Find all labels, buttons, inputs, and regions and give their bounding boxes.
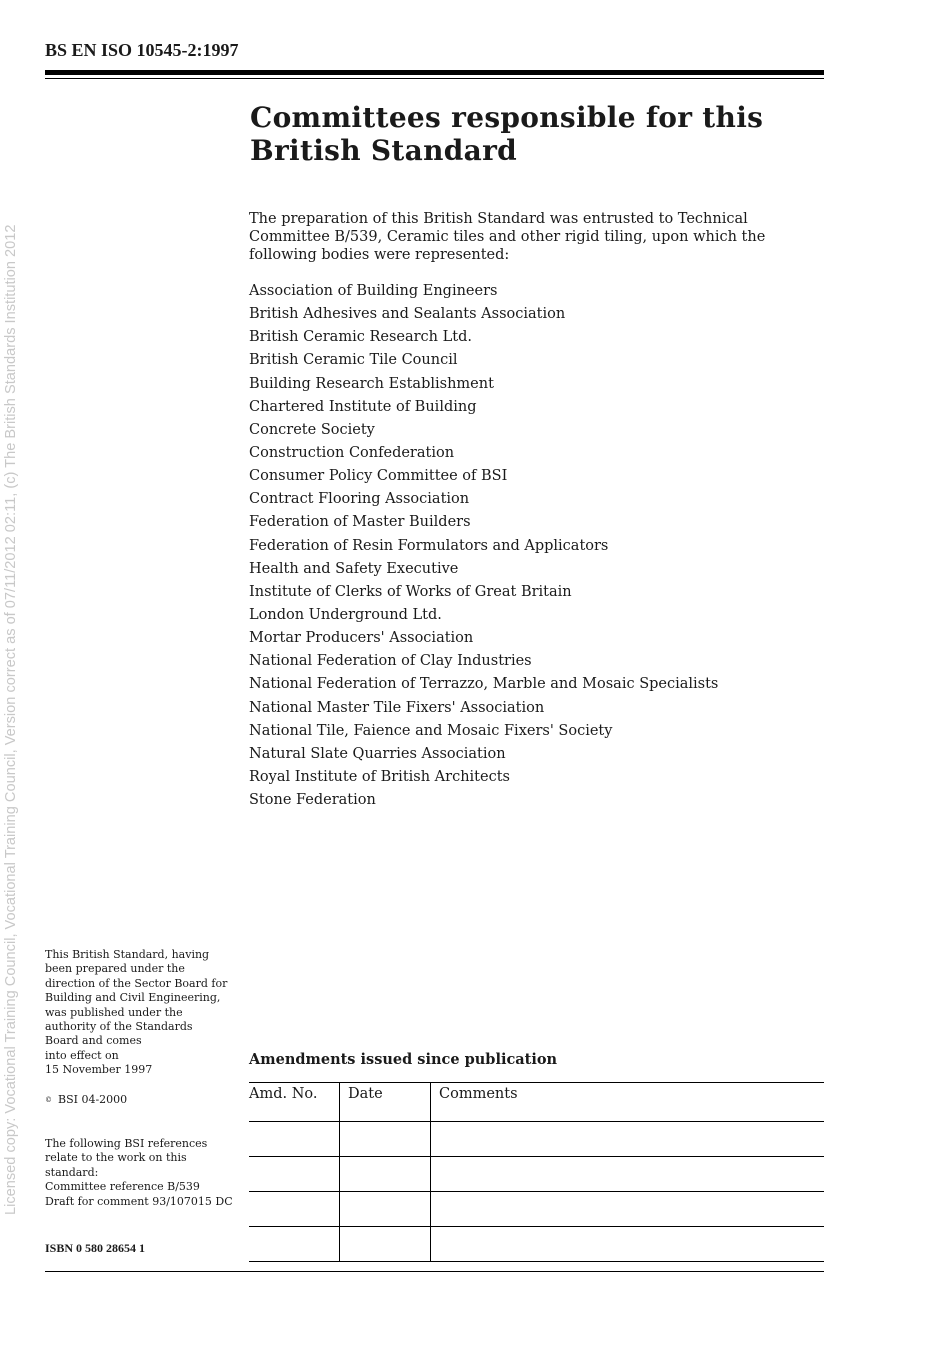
body-item: Health and Safety Executive	[249, 560, 459, 577]
reference-line: Draft for comment 93/107015 DC	[45, 1194, 233, 1208]
header-rule-thin	[45, 78, 824, 79]
table-row	[249, 1192, 824, 1227]
reference-line: Committee reference B/539	[45, 1180, 200, 1194]
footer-rule	[45, 1271, 824, 1272]
body-item: Institute of Clerks of Works of Great Britain	[249, 583, 572, 600]
copyright-symbol: ©	[45, 1096, 52, 1104]
date-cell	[340, 1192, 431, 1227]
body-item: Consumer Policy Committee of BSI	[249, 468, 508, 485]
table-row	[249, 1122, 824, 1157]
date-cell	[340, 1227, 431, 1262]
publication-note	[45, 948, 245, 1078]
header-rule-thick	[45, 70, 824, 75]
body-item: Federation of Resin Formulators and Applicators	[249, 537, 609, 554]
body-item: National Federation of Terrazzo, Marble and Mosaic Specialists	[249, 676, 719, 693]
body-item: British Ceramic Tile Council	[249, 352, 458, 369]
comments-cell	[431, 1227, 825, 1262]
body-item: Association of Building Engineers	[249, 283, 498, 299]
title-line-1: Committees responsible for this	[250, 101, 764, 134]
note-line: 15 November 1997	[45, 1063, 153, 1077]
copyright-text: BSI 04-2000	[58, 1093, 128, 1106]
table-row	[249, 1157, 824, 1192]
body-item: Concrete Society	[249, 421, 375, 438]
amd-no-cell	[249, 1192, 340, 1227]
note-line: Building and Civil Engineering,	[45, 991, 221, 1005]
note-line: been prepared under the	[45, 962, 185, 976]
represented-bodies-list	[249, 281, 718, 813]
column-header-date: Date	[340, 1083, 431, 1122]
body-item: Royal Institute of British Architects	[249, 768, 510, 785]
amendments-header-row	[249, 1083, 824, 1122]
note-line: authority of the Standards	[45, 1020, 193, 1034]
reference-line: The following BSI references	[45, 1137, 208, 1150]
note-line: This British Standard, having	[45, 948, 210, 961]
amendments-heading: Amendments issued since publication	[249, 1051, 558, 1068]
note-line: Board and comes	[45, 1034, 142, 1048]
title-line-2: British Standard	[250, 134, 517, 167]
intro-paragraph: The preparation of this British Standard was entrusted to Technical Committee B/539, Ceramic tiles and other rigid tiling, upon which the following bodies were represented:	[249, 211, 766, 263]
body-item: Chartered Institute of Building	[249, 398, 477, 415]
note-line: was published under the	[45, 1005, 183, 1019]
license-watermark: Licensed copy: Vocational Training Council, Vocational Training Council, Version correct as of 07/11/2012 02:11, (c) The British Standards Institution 2012	[3, 224, 19, 1215]
comments-cell	[431, 1192, 825, 1227]
copyright-notice	[45, 1093, 245, 1107]
amd-no-cell	[249, 1157, 340, 1192]
amd-no-cell	[249, 1122, 340, 1157]
reference-line: standard:	[45, 1165, 99, 1179]
document-id: BS EN ISO 10545-2:1997	[45, 40, 239, 60]
body-item: British Adhesives and Sealants Association	[249, 306, 566, 323]
body-item: National Master Tile Fixers' Association	[249, 699, 545, 716]
isbn: ISBN 0 580 28654 1	[45, 1241, 146, 1255]
note-line: into effect on	[45, 1048, 119, 1062]
column-header-amd-no: Amd. No.	[249, 1083, 340, 1122]
amendments-table	[249, 1082, 824, 1262]
body-item: National Federation of Clay Industries	[249, 653, 532, 670]
body-item: Stone Federation	[249, 792, 376, 809]
column-header-comments: Comments	[431, 1083, 825, 1122]
amd-no-cell	[249, 1227, 340, 1262]
body-item: London Underground Ltd.	[249, 606, 442, 623]
reference-line: relate to the work on this	[45, 1151, 187, 1165]
body-item: Mortar Producers' Association	[249, 630, 474, 647]
body-item: Natural Slate Quarries Association	[249, 745, 506, 762]
body-item: National Tile, Faience and Mosaic Fixers' Society	[249, 722, 613, 739]
comments-cell	[431, 1122, 825, 1157]
body-item: Construction Confederation	[249, 444, 455, 461]
comments-cell	[431, 1157, 825, 1192]
page-title	[250, 101, 810, 167]
date-cell	[340, 1122, 431, 1157]
bsi-references	[45, 1137, 250, 1209]
body-item: British Ceramic Research Ltd.	[249, 329, 472, 346]
date-cell	[340, 1157, 431, 1192]
note-line: direction of the Sector Board for	[45, 976, 228, 990]
body-item: Contract Flooring Association	[249, 491, 470, 508]
body-item: Federation of Master Builders	[249, 514, 471, 531]
table-row	[249, 1227, 824, 1262]
body-item: Building Research Establishment	[249, 375, 494, 392]
